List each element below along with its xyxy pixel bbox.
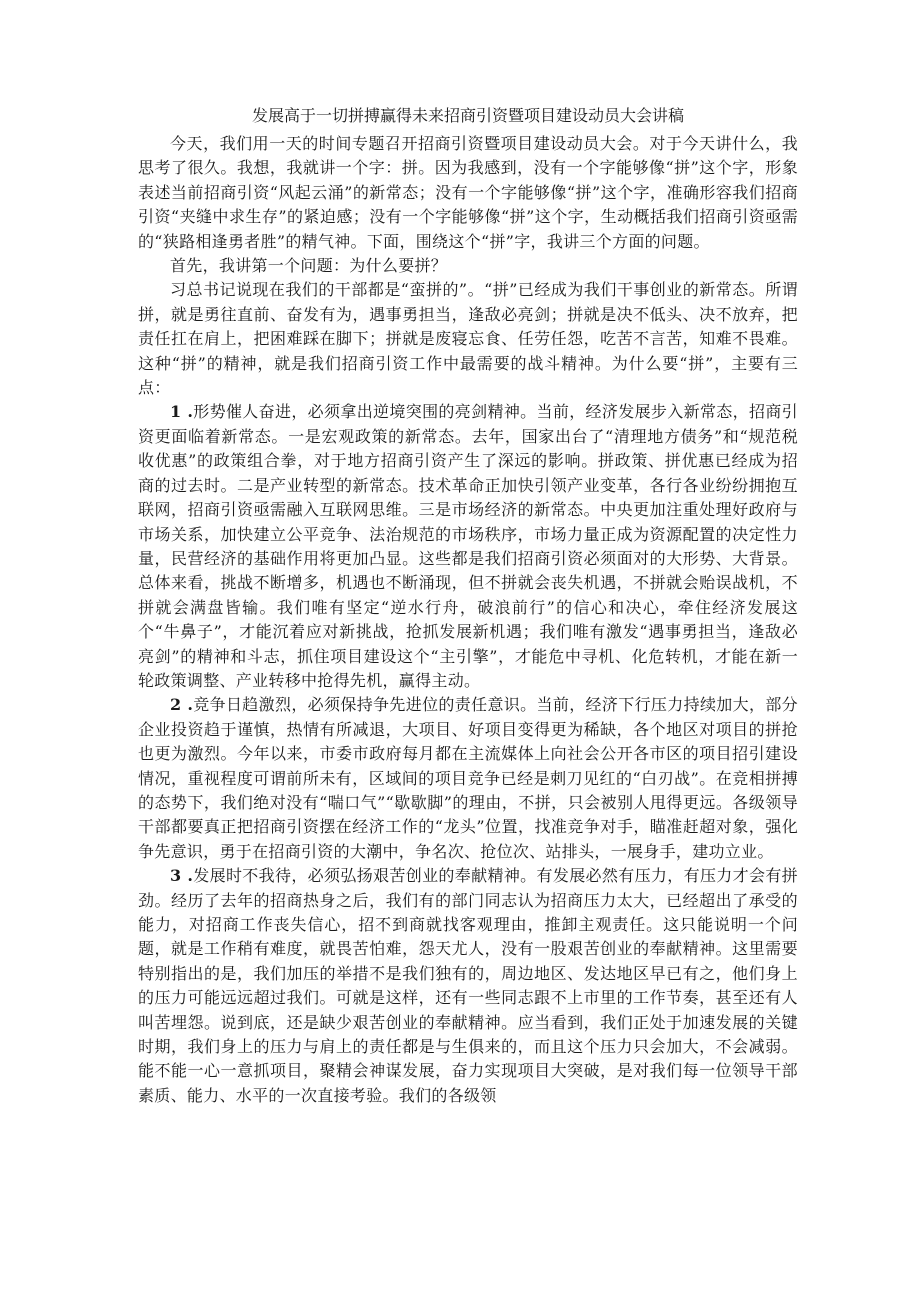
- paragraph-text: 今天，我们用一天的时间专题召开招商引资暨项目建设动员大会。对于今天讲什么，我思考了很久。我想，我就讲一个字：拼。因为我感到，没有一个字能够像“拼”这个字，形象表述当前招商引资“风起云涌”的新常态；没有一个字能够像“拼”这个字，准确形容我们招商引资“夹缝中求生存”的紧迫感；没有一个字能够像“拼”这个字，生动概括我们招商引资亟需的“狭路相逢勇者胜”的精气神。下面，围绕这个“拼”字，我讲三个方面的问题。: [138, 134, 798, 251]
- point-number: 1 .: [170, 402, 194, 422]
- paragraph-text: 竞争日趋激烈，必须保持争先进位的责任意识。当前，经济下行压力持续加大，部分企业投资趋于谨慎，热情有所减退，大项目、好项目变得更为稀缺，各个地区对项目的拼抢也更为激烈。今年以来，市委市政府每月都在主流媒体上向社会公开各市区的项目招引建设情况，重视程度可谓前所未有，区域间的项目竞争已经是刺刀见红的“白刃战”。在竞相拼搏的态势下，我们绝对没有“喘口气”“歇歇脚”的理由，不拼，只会被别人甩得更远。各级领导干部都要真正把招商引资摆在经济工作的“龙头”位置，找准竞争对手，瞄准赶超对象，强化争先意识，勇于在招商引资的大潮中，争名次、抢位次、站排头，一展身手，建功立业。: [138, 695, 798, 861]
- paragraph-text: 发展时不我待，必须弘扬艰苦创业的奉献精神。有发展必然有压力，有压力才会有拼劲。经历了去年的招商热身之后，我们有的部门同志认为招商压力太大，已经超出了承受的能力，对招商工作丧失信心，招不到商就找客观理由，推卸主观责任。这只能说明一个问题，就是工作稍有难度，就畏苦怕难，怨天尤人，没有一股艰苦创业的奉献精神。这里需要特别指出的是，我们加压的举措不是我们独有的，周边地区、发达地区早已有之，他们身上的压力可能远远超过我们。可就是这样，还有一些同志跟不上市里的工作节奏，甚至还有人叫苦埋怨。说到底，还是缺少艰苦创业的奉献精神。应当看到，我们正处于加速发展的关键时期，我们身上的压力与肩上的责任都是与生俱来的，而且这个压力只会加大，不会减弱。能不能一心一意抓项目，聚精会神谋发展，奋力实现项目大突破，是对我们每一位领导干部素质、能力、水平的一次直接考验。我们的各级领: [138, 866, 798, 1105]
- paragraph-intro: [138, 132, 798, 254]
- paragraph-text: 形势催人奋进，必须拿出逆境突围的亮剑精神。当前，经济发展步入新常态，招商引资更面临着新常态。一是宏观政策的新常态。去年，国家出台了“清理地方债务”和“规范税收优惠”的政策组合拳，对于地方招商引资产生了深远的影响。拼政策、拼优惠已经成为招商的过去时。二是产业转型的新常态。技术革命正加快引领产业变革，各行各业纷纷拥抱互联网，招商引资亟需融入互联网思维。三是市场经济的新常态。中央更加注重处理好政府与市场关系，加快建立公平竞争、法治规范的市场秩序，市场力量正成为资源配置的决定性力量，民营经济的基础作用将更加凸显。这些都是我们招商引资必须面对的大形势、大背景。总体来看，挑战不断增多，机遇也不断涌现，但不拼就会丧失机遇，不拼就会贻误战机，不拼就会满盘皆输。我们唯有坚定“逆水行舟，破浪前行”的信心和决心，牵住经济发展这个“牛鼻子”，才能沉着应对新挑战，抢抓发展新机遇；我们唯有激发“遇事勇担当，逢敌必亮剑”的精神和斗志，抓住项目建设这个“主引擎”，才能危中寻机、化危转机，才能在新一轮政策调整、产业转移中抢得先机，赢得主动。: [138, 402, 798, 690]
- document-title: 发展高于一切拼搏赢得未来招商引资暨项目建设动员大会讲稿: [251, 106, 684, 125]
- document-page: [138, 104, 798, 1108]
- paragraph-first-question: [138, 254, 798, 278]
- point-number: 3 .: [170, 866, 194, 886]
- paragraph-why-fight: [138, 278, 798, 400]
- paragraph-point-2: [138, 693, 798, 864]
- paragraph-text: 首先，我讲第一个问题：为什么要拼？: [170, 256, 448, 276]
- paragraph-point-1: [138, 400, 798, 693]
- point-number: 2 .: [170, 695, 194, 715]
- paragraph-point-3: [138, 864, 798, 1108]
- paragraph-text: 习总书记说现在我们的干部都是“蛮拼的”。“拼”已经成为我们干事创业的新常态。所谓拼，就是勇往直前、奋发有为，遇事勇担当，逢敌必亮剑；拼就是决不低头、决不放弃，把责任扛在肩上，把困难踩在脚下；拼就是废寝忘食、任劳任怨，吃苦不言苦，知难不畏难。这种“拼”的精神，就是我们招商引资工作中最需要的战斗精神。为什么要“拼”，主要有三点：: [138, 280, 798, 398]
